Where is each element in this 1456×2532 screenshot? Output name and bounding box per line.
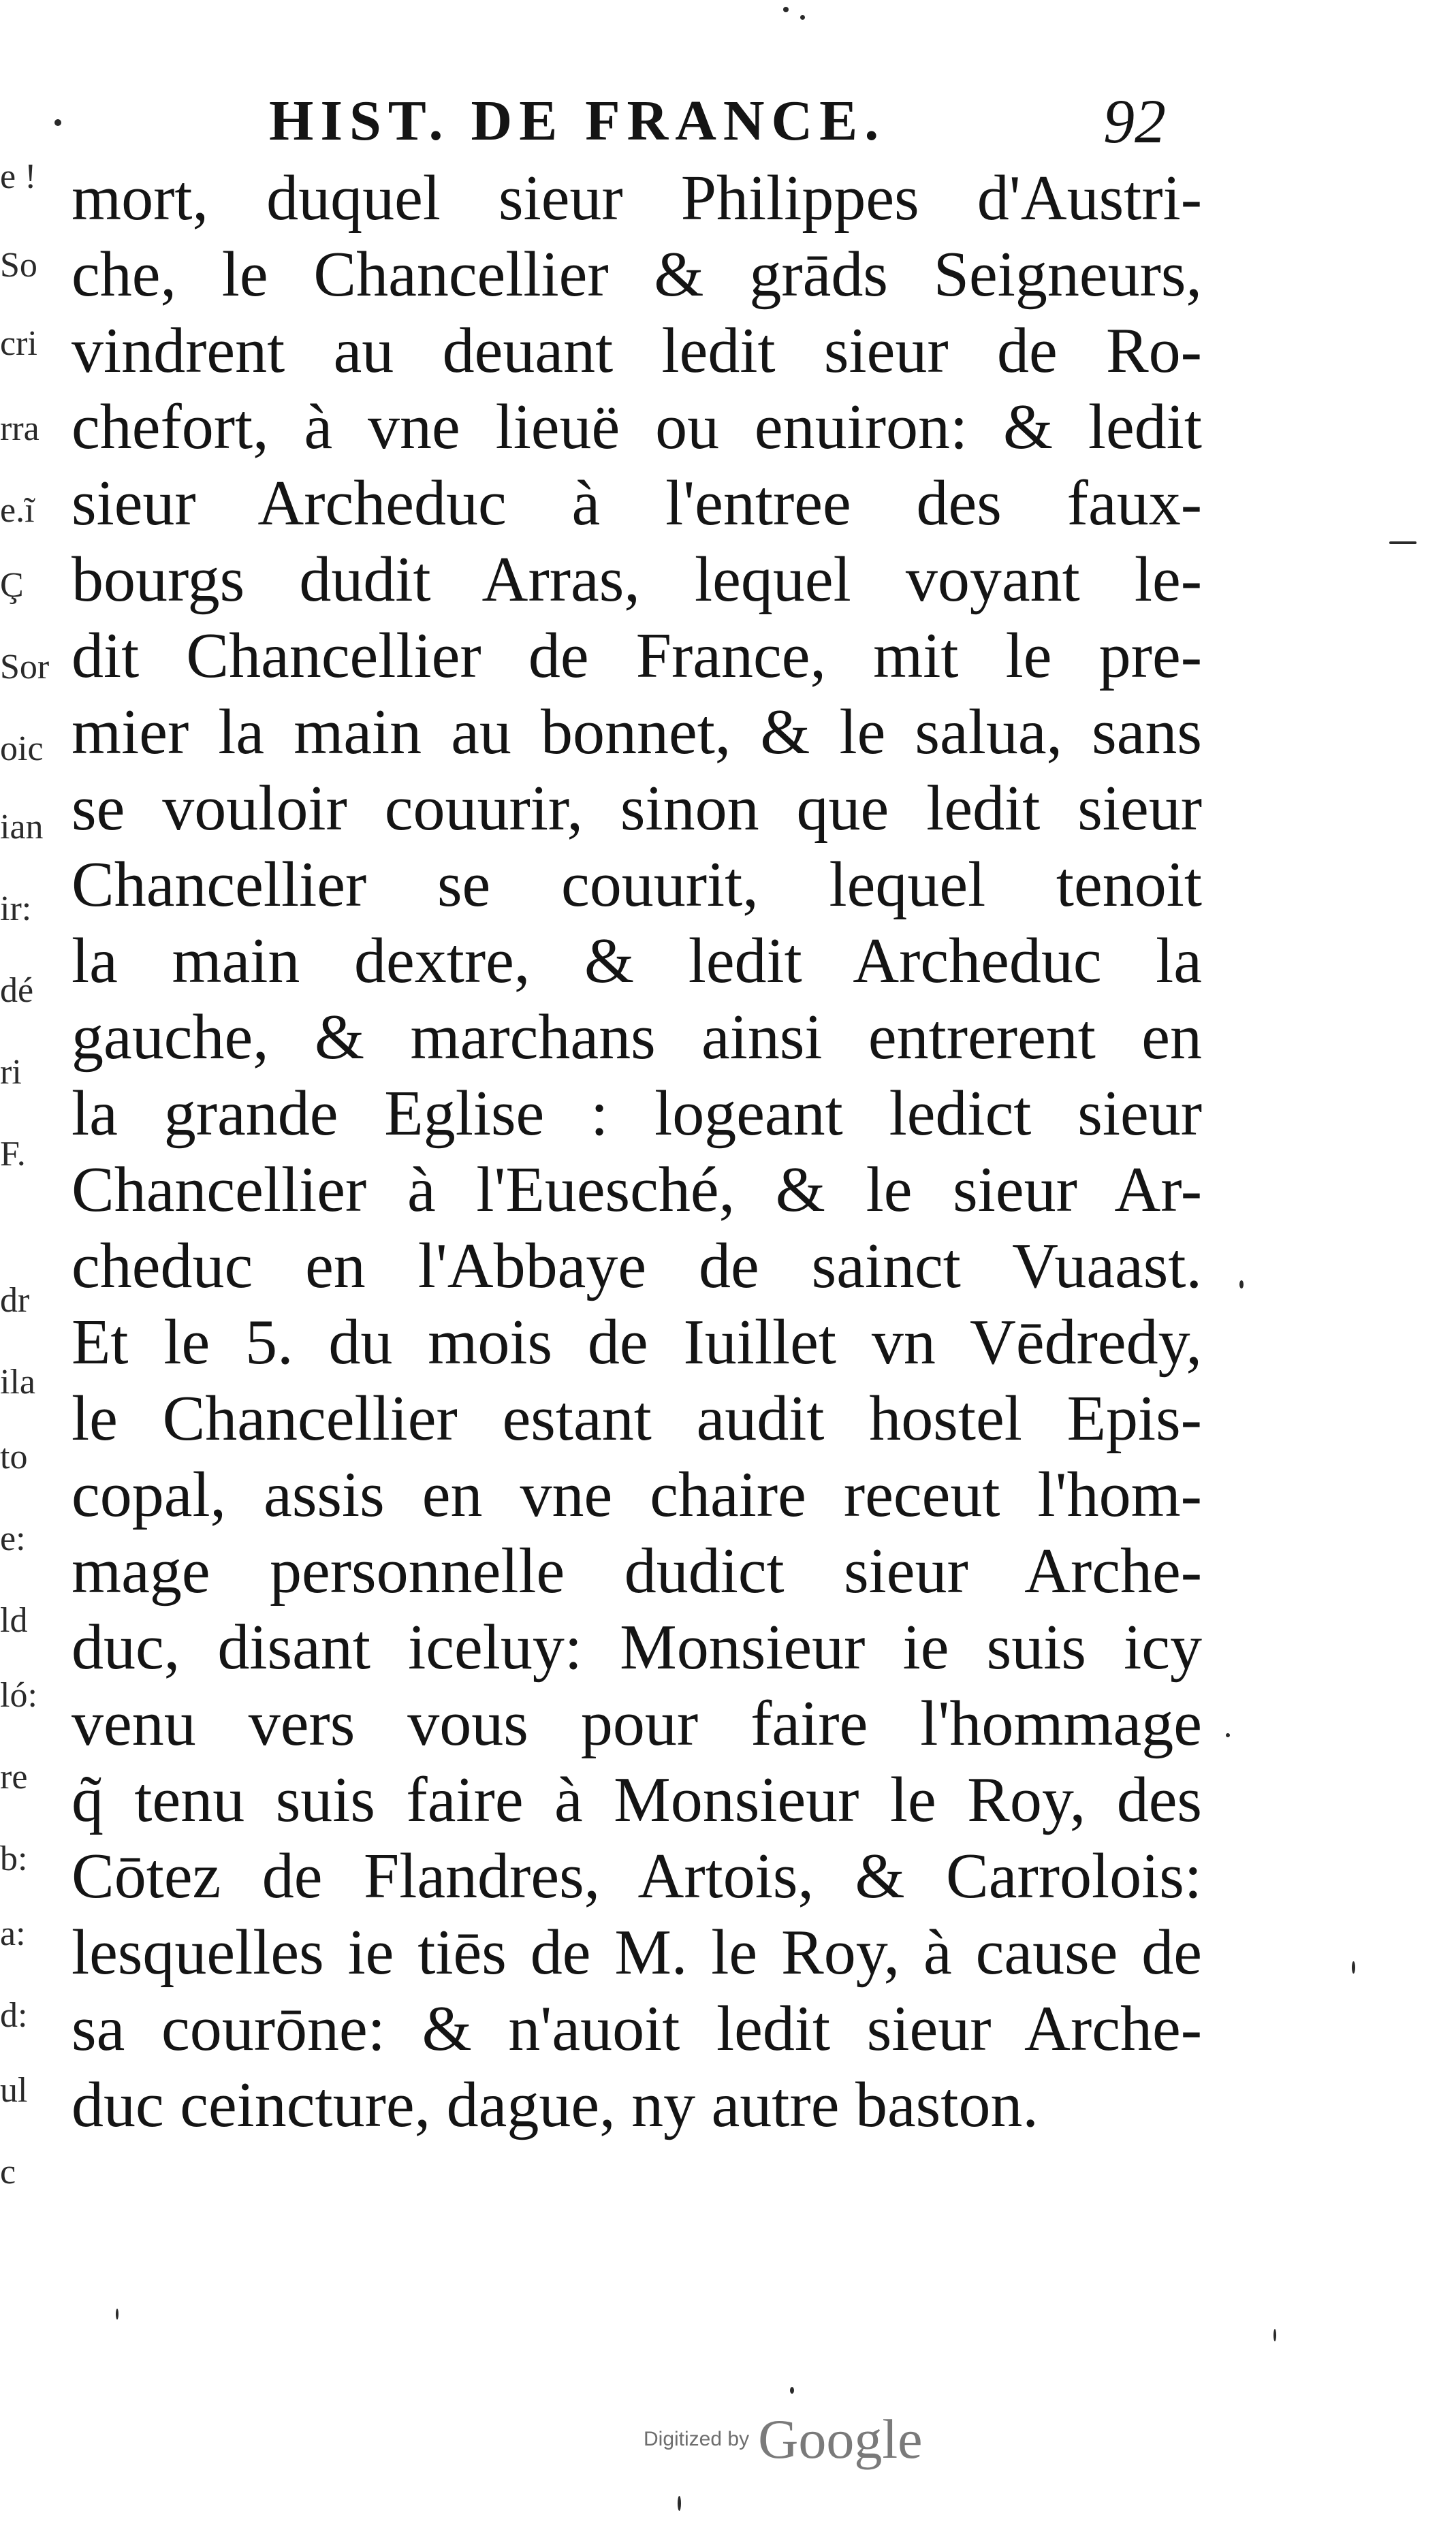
scan-speck [1273,2329,1276,2341]
text-line: mier la main au bonnet, & le salua, sans [72,697,1202,767]
bleed-fragment: to [0,1438,28,1476]
bleed-fragment: a: [0,1914,26,1953]
text-line: vindrent au deuant ledit sieur de Ro- [72,315,1202,386]
bleed-fragment: d: [0,1996,28,2035]
bleed-fragment: ul [0,2071,28,2110]
text-line: bourgs dudit Arras, lequel voyant le- [72,544,1202,615]
facing-page-bleed [0,157,61,2200]
bleed-fragment: ir: [0,889,32,928]
watermark-caption: Digitized by [644,2428,750,2450]
bleed-fragment: e.ĩ [0,491,35,530]
bleed-fragment: Ç [0,566,24,605]
text-line: la grande Eglise : logeant ledict sieur [72,1078,1202,1149]
running-head: HIST. DE FRANCE. [269,89,886,153]
google-logo: Google [758,2408,923,2470]
bleed-fragment: dr [0,1281,30,1320]
text-line: che, le Chancellier & grāds Seigneurs, [72,239,1202,310]
scan-speck [54,119,61,126]
bleed-fragment: ila [0,1363,35,1402]
text-line: Chancellier à l'Euesché, & le sieur Ar- [72,1154,1202,1225]
bleed-fragment: oic [0,729,44,768]
scan-speck [783,7,789,12]
scan-speck [800,15,805,20]
bleed-fragment: dé [0,971,34,1010]
bleed-fragment: c [0,2153,16,2191]
text-line: mage personnelle dudict sieur Arche- [72,1536,1202,1607]
text-line: lesquelles ie tiēs de M. le Roy, à cause de [72,1917,1202,1988]
bleed-fragment: ian [0,808,44,846]
bleed-fragment: e ! [0,157,37,196]
bleed-fragment: re [0,1758,28,1797]
text-line: duc, disant iceluy: Monsieur ie suis icy [72,1612,1202,1683]
text-line: la main dextre, & ledit Archeduc la [72,925,1202,996]
text-line: se vouloir couurir, sinon que ledit sieur [72,773,1202,844]
scan-speck [116,2309,118,2320]
text-line: Chancellier se couurit, lequel tenoit [72,849,1202,920]
scan-speck [678,2496,681,2511]
digitized-by-google-watermark [644,2407,923,2471]
scan-speck [1352,1961,1355,1974]
scan-speck [790,2387,794,2394]
text-line: cheduc en l'Abbaye de sainct Vuaast. [72,1231,1202,1301]
bleed-fragment: F. [0,1135,26,1173]
scan-speck [1239,1280,1244,1288]
scan-speck [1226,1733,1230,1737]
page-number: 92 [1103,86,1166,156]
text-line: dit Chancellier de France, mit le pre- [72,620,1202,691]
body-text [72,160,1202,2143]
text-line: q̃ tenu suis faire à Monsieur le Roy, des [72,1765,1202,1835]
text-line: sieur Archeduc à l'entree des faux- [72,468,1202,539]
bleed-fragment: rra [0,409,39,448]
text-line: venu vers vous pour faire l'hommage [72,1688,1202,1759]
text-line: le Chancellier estant audit hostel Epis- [72,1383,1202,1454]
bleed-fragment: So [0,246,37,285]
text-line: Et le 5. du mois de Iuillet vn Vēdredy, [72,1307,1202,1378]
text-line: copal, assis en vne chaire receut l'hom- [72,1459,1202,1530]
bleed-fragment: ld [0,1601,28,1640]
text-line: duc ceincture, dague, ny autre baston. [72,2070,1039,2140]
bleed-fragment: cri [0,324,37,363]
bleed-fragment: Sor [0,648,50,686]
bleed-fragment: e: [0,1519,26,1558]
text-line: sa courōne: & n'auoit ledit sieur Arche- [72,1993,1202,2064]
bleed-fragment: ri [0,1053,22,1092]
text-line: gauche, & marchans ainsi entrerent en [72,1002,1202,1073]
text-line: Cōtez de Flandres, Artois, & Carrolois: [72,1841,1202,1912]
scan-speck [1389,541,1417,544]
text-line: mort, duquel sieur Philippes d'Austri- [72,163,1202,234]
bleed-fragment: ló: [0,1676,37,1715]
text-line: chefort, à vne lieuë ou enuiron: & ledit [72,392,1202,462]
bleed-fragment: b: [0,1839,28,1878]
